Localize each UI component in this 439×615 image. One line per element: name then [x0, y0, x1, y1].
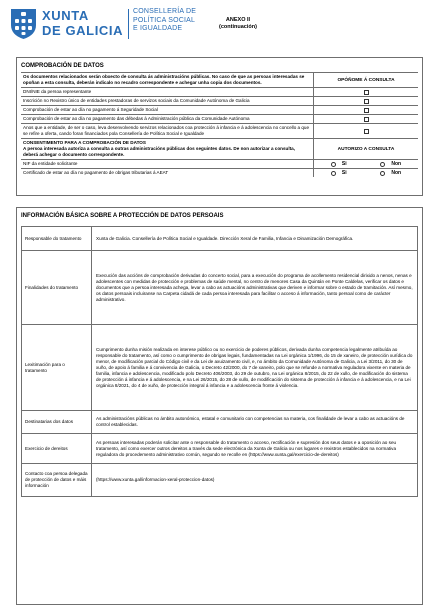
consent-intro: A persoa interesada autoriza a consulta a outras administracións públicas dos seguintes datos. De non autorizar a consulta, deberá achegar o documento correspondente. [23, 146, 295, 157]
table-row: Destinatarias dos datos As administracións públicas no ámbito autonómico, estatal e comunitario con competencias na materia, cos finalidade de levar a cabo as actuacións de control establecidas. [22, 411, 417, 434]
table-row: NIF da entidade solicitante Si Non [21, 160, 418, 169]
table-row: Exercicio de dereitos As persoas interesadas poderán solicitar ante o responsable do tratamento o acceso, rectificación e supresión dos seus datos e a oposición ao seu tratamento, así como exercer outros dereitos a través da sede electrónica da Xunta de Galicia ou nos lugares e rexistros establecidos na normativa reguladora do procedemento administrativo común, segundo se recolle en (https://www.xunta.gal/exercicio-de-dereitos) [22, 434, 417, 464]
oppose-checkbox[interactable] [364, 90, 369, 95]
data-protection-section [16, 207, 423, 605]
oppose-checkbox[interactable] [364, 108, 369, 113]
table-row: Contacto coa persoa delegada de protección de datos e máis información (https://www.xunta.gal/informacion-xeral-proteccion-datos) [22, 464, 417, 496]
oppose-checkbox[interactable] [364, 129, 369, 134]
consent-title: CONSENTIMENTO PARA A COMPROBACIÓN DE DATOS [23, 140, 146, 145]
data-protection-table [21, 226, 418, 497]
yes-radio[interactable]: Si [331, 170, 347, 176]
table-row: Anos que a entidade, de ser o caso, leva desenvolvendo servizos relacionados coa protección á infancia e á adolescencia no concello a que se refire a oferta, cando foran financiados pola Consellería de Política Social e Igualdade [21, 124, 418, 139]
section-title: INFORMACIÓN BÁSICA SOBRE A PROTECCIÓN DE DATOS PERSOAIS [21, 213, 224, 219]
table-row: Comprobación de estar ao día no pagamento das débedas á Administración pública da Comunidade Autónoma [21, 115, 418, 124]
table-row: Comprobación de estar ao día no pagamento á Seguridade Social [21, 106, 418, 115]
xunta-wordmark: XUNTA DE GALICIA [42, 8, 124, 38]
data-check-section [16, 57, 423, 196]
galicia-shield-icon [10, 8, 37, 40]
section-title: COMPROBACIÓN DE DATOS [21, 63, 104, 69]
table-row: Finalidades do tratamento Execución das accións de comprobación derivadas do concerto social, para a execución do programa de acollemento residencial dirixido a nenos, nenas e adolescentes con medidas de protección e problemas de saúde mental, no centro de menores Casa da Quintán en Ponte Caldelas, verificar os datos e documentos que a persoa interesada achega, levar a cabo as actuacións administrativas que deriven e informar sobre o estado de tramitación. Así mesmo, os datos persoais incluiranse na Carpeta cidadá de cada persoa interesada para facilitar o acceso á información, tanto persoal como de carácter administrativo. [22, 251, 417, 325]
no-radio[interactable]: Non [380, 161, 401, 167]
oppose-checkbox[interactable] [364, 99, 369, 104]
table-row: Responsable do tratamento Xunta de Galicia. Consellería de Política Social e Igualdade. Dirección Xeral de Familia, Infancia e Dinamización Demográfica. [22, 227, 417, 251]
yes-radio[interactable]: Si [331, 161, 347, 167]
table-row: Certificado de estar ao día no pagamento de obrigas tributarias á AEAT Si Non [23, 170, 402, 176]
dpo-link[interactable]: (https://www.xunta.gal/informacion-xeral-proteccion-datos) [96, 477, 215, 482]
no-radio[interactable]: Non [380, 170, 401, 176]
table-row: CONSENTIMENTO PARA A COMPROBACIÓN DE DATOS A persoa interesada autoriza a consulta a outras administracións públicas dos seguintes datos. De non autorizar a consulta, deberá achegar o documento correspondente. AUTORIZO A CONSULTA [21, 139, 418, 160]
logo-divider [128, 9, 129, 39]
table-row: DNI/NIE da persoa representante [21, 88, 418, 97]
xunta-logo [10, 7, 210, 41]
anexo-heading: ANEXO II (continuación) [219, 17, 257, 30]
data-check-table [21, 72, 418, 177]
table-row: Lexitimación para o tratamento Cumprimento dunha misión realizada en interese público ou no exercicio de poderes públicos, derivada dunha competencia legalmente atribuída ao responsable do tratamento, así como o cumprimento de obrigas legais, fundamentadas na Lei orgánica 1/1996, do 15 de xaneiro, de protección xurídica do menor, de modificación parcial do Código civil e da Lei de axuizamento civil, e, no ámbito da Comunidade Autónoma de Galicia, a Lei 3/2011, do 30 de xuño, de apoio á familia e á convivencia de Galicia, o Decreto 42/2000, do 7 de xaneiro, polo que se refunde a normativa reguladora vixente en materia de familia, infancia e adolescencia, modificado polo Decreto 406/2003, do 29 de outubro, na Lei orgánica 8/2015, do 22 de xullo, de modificación do sistema de protección á infancia e á adolescencia, e na Lei 26/2015, do 28 de xullo, de modificación do sistema de protección á infancia e á adolescencia, e na Lei orgánica 8/2021, do 4 de xuño, de protección integral á infancia e a adolescencia fronte á violencia. [22, 325, 417, 411]
table-row: Os documentos relacionados serán obxecto de consulta ás administracións públicas. No caso de que as persoas interesadas se opoñan a esta consulta, deberán indicalo no recadro correspondente e achegar unha copia dos documentos. OPÓÑOME Á CONSULTA [21, 73, 418, 88]
conselleria-name: CONSELLERÍA DE POLÍTICA SOCIAL E IGUALDADE [133, 8, 197, 33]
oppose-checkbox[interactable] [364, 117, 369, 122]
table-row: Inscrición no Rexistro único de entidades prestadoras de servizos sociais da Comunidade Autónoma de Galicia [21, 97, 418, 106]
